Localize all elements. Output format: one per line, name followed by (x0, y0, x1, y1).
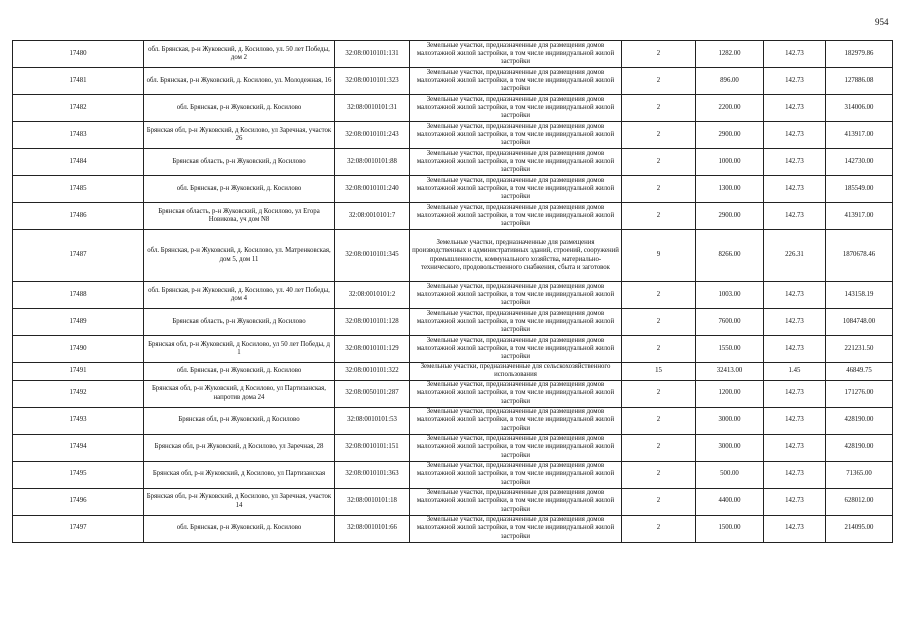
address-cell: Брянская обл, р-н Жуковский, д Косилово, ул Партизанская, напротив дома 24 (144, 380, 335, 407)
group-cell: 2 (622, 434, 696, 461)
table-row (13, 95, 893, 122)
group-cell: 2 (622, 176, 696, 203)
area-cell: 2900.00 (696, 203, 764, 230)
land-purpose-cell: Земельные участки, предназначенные для размещения домов малоэтажной жилой застройки, в том числе индивидуальной жилой застройки (410, 68, 622, 95)
row-number: 17490 (13, 336, 144, 363)
table-row (13, 488, 893, 515)
table-row (13, 336, 893, 363)
area-cell: 7600.00 (696, 309, 764, 336)
area-cell: 1282.00 (696, 41, 764, 68)
group-cell: 2 (622, 149, 696, 176)
row-number: 17492 (13, 380, 144, 407)
land-purpose-cell: Земельные участки, предназначенные для размещения домов малоэтажной жилой застройки, в том числе индивидуальной жилой застройки (410, 282, 622, 309)
rate-cell: 1.45 (764, 363, 826, 381)
cadastral-number-cell: 32:08:0010101:2 (335, 282, 410, 309)
cadastral-number-cell: 32:08:0010101:31 (335, 95, 410, 122)
row-number: 17495 (13, 461, 144, 488)
cadastral-number-cell: 32:08:0010101:66 (335, 515, 410, 542)
address-cell: обл. Брянская, р-н Жуковский, д. Косилово (144, 363, 335, 381)
address-cell: Брянская обл, р-н Жуковский, д Косилово, ул Заречная, участок 14 (144, 488, 335, 515)
cadastral-value-cell: 214095.00 (826, 515, 893, 542)
rate-cell: 142.73 (764, 461, 826, 488)
land-purpose-cell: Земельные участки, предназначенные для размещения домов малоэтажной жилой застройки, в том числе индивидуальной жилой застройки (410, 41, 622, 68)
row-number: 17487 (13, 230, 144, 282)
area-cell: 2900.00 (696, 122, 764, 149)
table-row (13, 282, 893, 309)
row-number: 17486 (13, 203, 144, 230)
table-row (13, 309, 893, 336)
rate-cell: 142.73 (764, 434, 826, 461)
group-cell: 2 (622, 68, 696, 95)
land-purpose-cell: Земельные участки, предназначенные для размещения домов малоэтажной жилой застройки, в том числе индивидуальной жилой застройки (410, 122, 622, 149)
group-cell: 2 (622, 488, 696, 515)
cadastral-value-cell: 143158.19 (826, 282, 893, 309)
area-cell: 1300.00 (696, 176, 764, 203)
table-row (13, 230, 893, 282)
area-cell: 1200.00 (696, 380, 764, 407)
group-cell: 15 (622, 363, 696, 381)
cadastral-number-cell: 32:08:0010101:131 (335, 41, 410, 68)
address-cell: Брянская обл, р-н Жуковский, д Косилово (144, 407, 335, 434)
land-purpose-cell: Земельные участки, предназначенные для размещения домов малоэтажной жилой застройки, в том числе индивидуальной жилой застройки (410, 336, 622, 363)
area-cell: 3000.00 (696, 407, 764, 434)
area-cell: 500.00 (696, 461, 764, 488)
area-cell: 3000.00 (696, 434, 764, 461)
rate-cell: 142.73 (764, 336, 826, 363)
rate-cell: 142.73 (764, 488, 826, 515)
address-cell: Брянская область, р-н Жуковский, д Косилово (144, 309, 335, 336)
row-number: 17491 (13, 363, 144, 381)
row-number: 17493 (13, 407, 144, 434)
cadastral-value-cell: 182979.86 (826, 41, 893, 68)
land-purpose-cell: Земельные участки, предназначенные для размещения домов малоэтажной жилой застройки, в том числе индивидуальной жилой застройки (410, 515, 622, 542)
group-cell: 2 (622, 282, 696, 309)
cadastral-value-cell: 314006.00 (826, 95, 893, 122)
address-cell: обл. Брянская, р-н Жуковский, д. Косилово, ул. Молодежная, 16 (144, 68, 335, 95)
address-cell: обл. Брянская, р-н Жуковский, д. Косилово (144, 95, 335, 122)
cadastral-value-cell: 628012.00 (826, 488, 893, 515)
group-cell: 2 (622, 122, 696, 149)
area-cell: 1003.00 (696, 282, 764, 309)
table-row (13, 380, 893, 407)
cadastral-number-cell: 32:08:0010101:151 (335, 434, 410, 461)
cadastral-value-cell: 1084748.00 (826, 309, 893, 336)
group-cell: 2 (622, 203, 696, 230)
cadastral-number-cell: 32:08:0010101:322 (335, 363, 410, 381)
cadastral-number-cell: 32:08:0010101:323 (335, 68, 410, 95)
group-cell: 9 (622, 230, 696, 282)
land-purpose-cell: Земельные участки, предназначенные для сельскохозяйственного использования (410, 363, 622, 381)
table-row (13, 434, 893, 461)
land-purpose-cell: Земельные участки, предназначенные для размещения домов малоэтажной жилой застройки, в том числе индивидуальной жилой застройки (410, 380, 622, 407)
address-cell: Брянская область, р-н Жуковский, д Косилово, ул Егора Новикова, уч дом N8 (144, 203, 335, 230)
cadastral-number-cell: 32:08:0010101:7 (335, 203, 410, 230)
area-cell: 1500.00 (696, 515, 764, 542)
table-row (13, 176, 893, 203)
cadastral-number-cell: 32:08:0050101:287 (335, 380, 410, 407)
address-cell: Брянская обл, р-н Жуковский, д Косилово, ул 50 лет Победы, д 1 (144, 336, 335, 363)
land-purpose-cell: Земельные участки, предназначенные для размещения домов малоэтажной жилой застройки, в том числе индивидуальной жилой застройки (410, 407, 622, 434)
registry-table (12, 40, 893, 543)
area-cell: 896.00 (696, 68, 764, 95)
cadastral-value-cell: 1870678.46 (826, 230, 893, 282)
rate-cell: 142.73 (764, 95, 826, 122)
cadastral-value-cell: 142730.00 (826, 149, 893, 176)
group-cell: 2 (622, 515, 696, 542)
cadastral-number-cell: 32:08:0010101:129 (335, 336, 410, 363)
row-number: 17485 (13, 176, 144, 203)
land-purpose-cell: Земельные участки, предназначенные для размещения домов малоэтажной жилой застройки, в том числе индивидуальной жилой застройки (410, 203, 622, 230)
address-cell: Брянская обл, р-н Жуковский, д Косилово, ул Партизанская (144, 461, 335, 488)
cadastral-number-cell: 32:08:0010101:53 (335, 407, 410, 434)
address-cell: обл. Брянская, р-н Жуковский, д. Косилово, ул. Матренковская, дом 5, дом 11 (144, 230, 335, 282)
cadastral-number-cell: 32:08:0010101:363 (335, 461, 410, 488)
cadastral-number-cell: 32:08:0010101:88 (335, 149, 410, 176)
address-cell: Брянская обл, р-н Жуковский, д Косилово, ул Заречная, участок 26 (144, 122, 335, 149)
row-number: 17497 (13, 515, 144, 542)
area-cell: 2200.00 (696, 95, 764, 122)
group-cell: 2 (622, 41, 696, 68)
rate-cell: 142.73 (764, 309, 826, 336)
address-cell: обл. Брянская, р-н Жуковский, д. Косилово, ул. 50 лет Победы, дом 2 (144, 41, 335, 68)
row-number: 17480 (13, 41, 144, 68)
row-number: 17494 (13, 434, 144, 461)
row-number: 17483 (13, 122, 144, 149)
table-row (13, 68, 893, 95)
land-purpose-cell: Земельные участки, предназначенные для размещения домов малоэтажной жилой застройки, в том числе индивидуальной жилой застройки (410, 176, 622, 203)
table-row (13, 41, 893, 68)
row-number: 17484 (13, 149, 144, 176)
group-cell: 2 (622, 309, 696, 336)
table-row (13, 203, 893, 230)
area-cell: 4400.00 (696, 488, 764, 515)
row-number: 17496 (13, 488, 144, 515)
group-cell: 2 (622, 336, 696, 363)
cadastral-number-cell: 32:08:0010101:240 (335, 176, 410, 203)
cadastral-number-cell: 32:08:0010101:243 (335, 122, 410, 149)
area-cell: 8266.00 (696, 230, 764, 282)
table-row (13, 149, 893, 176)
land-purpose-cell: Земельные участки, предназначенные для размещения домов малоэтажной жилой застройки, в том числе индивидуальной жилой застройки (410, 149, 622, 176)
row-number: 17488 (13, 282, 144, 309)
area-cell: 1550.00 (696, 336, 764, 363)
rate-cell: 142.73 (764, 68, 826, 95)
area-cell: 1000.00 (696, 149, 764, 176)
group-cell: 2 (622, 407, 696, 434)
rate-cell: 142.73 (764, 203, 826, 230)
rate-cell: 142.73 (764, 122, 826, 149)
cadastral-value-cell: 428190.00 (826, 407, 893, 434)
cadastral-value-cell: 413917.00 (826, 203, 893, 230)
rate-cell: 142.73 (764, 407, 826, 434)
area-cell: 32413.00 (696, 363, 764, 381)
rate-cell: 142.73 (764, 380, 826, 407)
cadastral-value-cell: 413917.00 (826, 122, 893, 149)
land-purpose-cell: Земельные участки, предназначенные для размещения домов малоэтажной жилой застройки, в том числе индивидуальной жилой застройки (410, 434, 622, 461)
cadastral-number-cell: 32:08:0010101:128 (335, 309, 410, 336)
table-row (13, 122, 893, 149)
cadastral-number-cell: 32:08:0010101:18 (335, 488, 410, 515)
row-number: 17481 (13, 68, 144, 95)
table-row (13, 515, 893, 542)
rate-cell: 226.31 (764, 230, 826, 282)
cadastral-value-cell: 71365.00 (826, 461, 893, 488)
cadastral-value-cell: 221231.50 (826, 336, 893, 363)
land-purpose-cell: Земельные участки, предназначенные для размещения домов малоэтажной жилой застройки, в том числе индивидуальной жилой застройки (410, 309, 622, 336)
address-cell: Брянская обл, р-н Жуковский, д Косилово, ул Заречная, 28 (144, 434, 335, 461)
land-purpose-cell: Земельные участки, предназначенные для размещения производственных и административных зданий, строений, сооружений промышленности, коммунального хозяйства, материально-технического, продовольственного снабжения, сбыта и заготовок (410, 230, 622, 282)
rate-cell: 142.73 (764, 176, 826, 203)
table-row (13, 407, 893, 434)
land-purpose-cell: Земельные участки, предназначенные для размещения домов малоэтажной жилой застройки, в том числе индивидуальной жилой застройки (410, 461, 622, 488)
cadastral-value-cell: 185549.00 (826, 176, 893, 203)
cadastral-value-cell: 46849.75 (826, 363, 893, 381)
page-number: 954 (875, 17, 889, 27)
land-purpose-cell: Земельные участки, предназначенные для размещения домов малоэтажной жилой застройки, в том числе индивидуальной жилой застройки (410, 488, 622, 515)
rate-cell: 142.73 (764, 149, 826, 176)
rate-cell: 142.73 (764, 282, 826, 309)
table-row (13, 461, 893, 488)
cadastral-value-cell: 171276.00 (826, 380, 893, 407)
address-cell: Брянская область, р-н Жуковский, д Косилово (144, 149, 335, 176)
row-number: 17482 (13, 95, 144, 122)
group-cell: 2 (622, 380, 696, 407)
row-number: 17489 (13, 309, 144, 336)
address-cell: обл. Брянская, р-н Жуковский, д. Косилово (144, 515, 335, 542)
group-cell: 2 (622, 95, 696, 122)
table-row (13, 363, 893, 381)
land-purpose-cell: Земельные участки, предназначенные для размещения домов малоэтажной жилой застройки, в том числе индивидуальной жилой застройки (410, 95, 622, 122)
address-cell: обл. Брянская, р-н Жуковский, д. Косилово (144, 176, 335, 203)
rate-cell: 142.73 (764, 41, 826, 68)
cadastral-number-cell: 32:08:0010101:345 (335, 230, 410, 282)
rate-cell: 142.73 (764, 515, 826, 542)
address-cell: обл. Брянская, р-н Жуковский, д. Косилово, ул. 40 лет Победы, дом 4 (144, 282, 335, 309)
cadastral-value-cell: 428190.00 (826, 434, 893, 461)
group-cell: 2 (622, 461, 696, 488)
cadastral-value-cell: 127886.08 (826, 68, 893, 95)
